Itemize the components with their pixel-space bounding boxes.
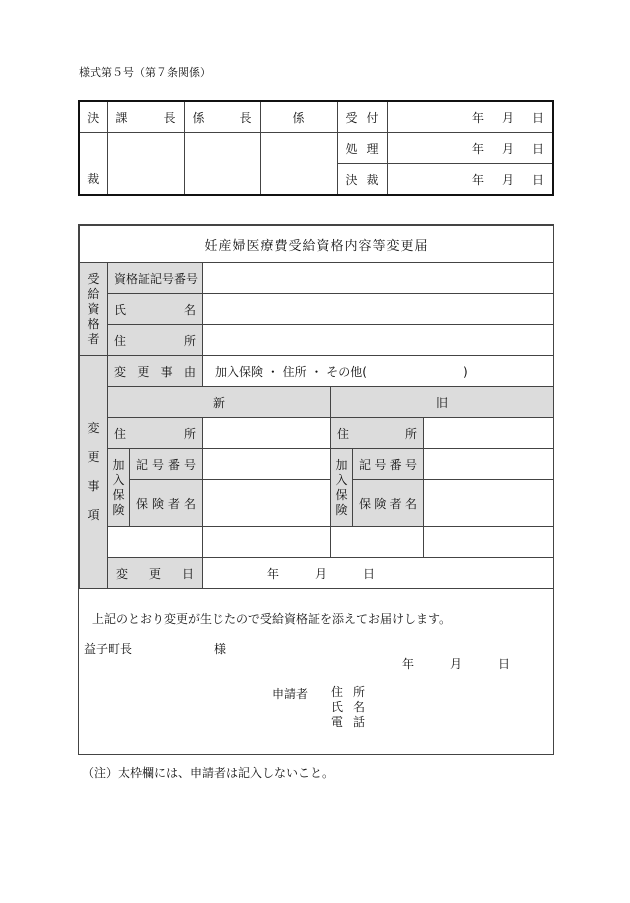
cert-number-field[interactable]	[203, 263, 554, 294]
old-extra-field[interactable]	[424, 527, 554, 558]
kakaricho-label: 係 長	[184, 101, 260, 133]
processed-date[interactable]: 年 月 日	[387, 133, 553, 164]
applicant-phone-label: 電 話	[331, 715, 365, 729]
received-date[interactable]: 年 月 日	[387, 101, 553, 133]
new-symbol-number-label: 記 号 番 号	[130, 449, 203, 480]
change-date-label: 変 更 日	[108, 558, 203, 589]
old-address-label: 住 所	[331, 418, 424, 449]
new-symbol-number-field[interactable]	[203, 449, 331, 480]
kakaricho-stamp-box[interactable]	[184, 133, 260, 196]
new-insurer-name-field[interactable]	[203, 480, 331, 527]
applicant-address-label: 住 所	[331, 685, 365, 699]
applicant-fields	[331, 685, 365, 730]
old-extra-label[interactable]	[331, 527, 424, 558]
recipient-label: 受 給 資 格 者	[80, 263, 108, 356]
form-number: 様式第５号（第７条関係）	[79, 66, 211, 79]
address-label: 住 所	[108, 325, 203, 356]
declaration-text: 上記のとおり変更が生じたので受給資格証を添えてお届けします。	[92, 612, 452, 626]
change-reason-label: 変 更 事 由	[108, 356, 203, 387]
new-extra-label[interactable]	[108, 527, 203, 558]
old-symbol-number-field[interactable]	[424, 449, 554, 480]
decided-date[interactable]: 年 月 日	[387, 164, 553, 196]
old-symbol-number-label: 記 号 番 号	[353, 449, 424, 480]
new-extra-field[interactable]	[203, 527, 331, 558]
old-insurer-name-field[interactable]	[424, 480, 554, 527]
decided-label: 決 裁	[337, 164, 387, 196]
approval-table	[78, 100, 554, 196]
old-column-header: 旧	[331, 387, 554, 418]
new-address-field[interactable]	[203, 418, 331, 449]
applicant-label: 申請者	[272, 687, 309, 701]
new-column-header: 新	[108, 387, 331, 418]
received-label: 受 付	[337, 101, 387, 133]
applicant-name-label: 氏 名	[331, 700, 365, 714]
old-insurance-label: 加 入 保 険	[331, 449, 353, 527]
form-title: 妊産婦医療費受給資格内容等変更届	[80, 226, 554, 263]
change-notification-form	[78, 224, 554, 755]
new-address-label: 住 所	[108, 418, 203, 449]
processed-label: 処 理	[337, 133, 387, 164]
change-items-label: 変 更 事 項	[80, 356, 108, 589]
change-date-field[interactable]: 年 月 日	[203, 558, 554, 589]
new-insurance-label: 加 入 保 険	[108, 449, 130, 527]
new-insurer-name-label: 保 険 者 名	[130, 480, 203, 527]
old-insurer-name-label: 保 険 者 名	[353, 480, 424, 527]
old-address-field[interactable]	[424, 418, 554, 449]
name-field[interactable]	[203, 294, 554, 325]
approval-header-top: 決	[79, 101, 107, 133]
submit-date[interactable]: 年 月 日	[402, 657, 511, 671]
kakari-label: 係	[260, 101, 337, 133]
address-field[interactable]	[203, 325, 554, 356]
kacho-label: 課 長	[107, 101, 184, 133]
change-reason-options[interactable]: 加入保険 ・ 住所 ・ その他( )	[203, 356, 554, 387]
kacho-stamp-box[interactable]	[107, 133, 184, 196]
footnote: （注）太枠欄には、申請者は記入しないこと。	[82, 766, 335, 780]
approval-header-bottom: 裁	[79, 164, 107, 196]
kakari-stamp-box[interactable]	[260, 133, 337, 196]
cert-number-label: 資格証記号番号	[108, 263, 203, 294]
mayor-addressee: 益子町長 様	[84, 642, 227, 656]
name-label: 氏 名	[108, 294, 203, 325]
